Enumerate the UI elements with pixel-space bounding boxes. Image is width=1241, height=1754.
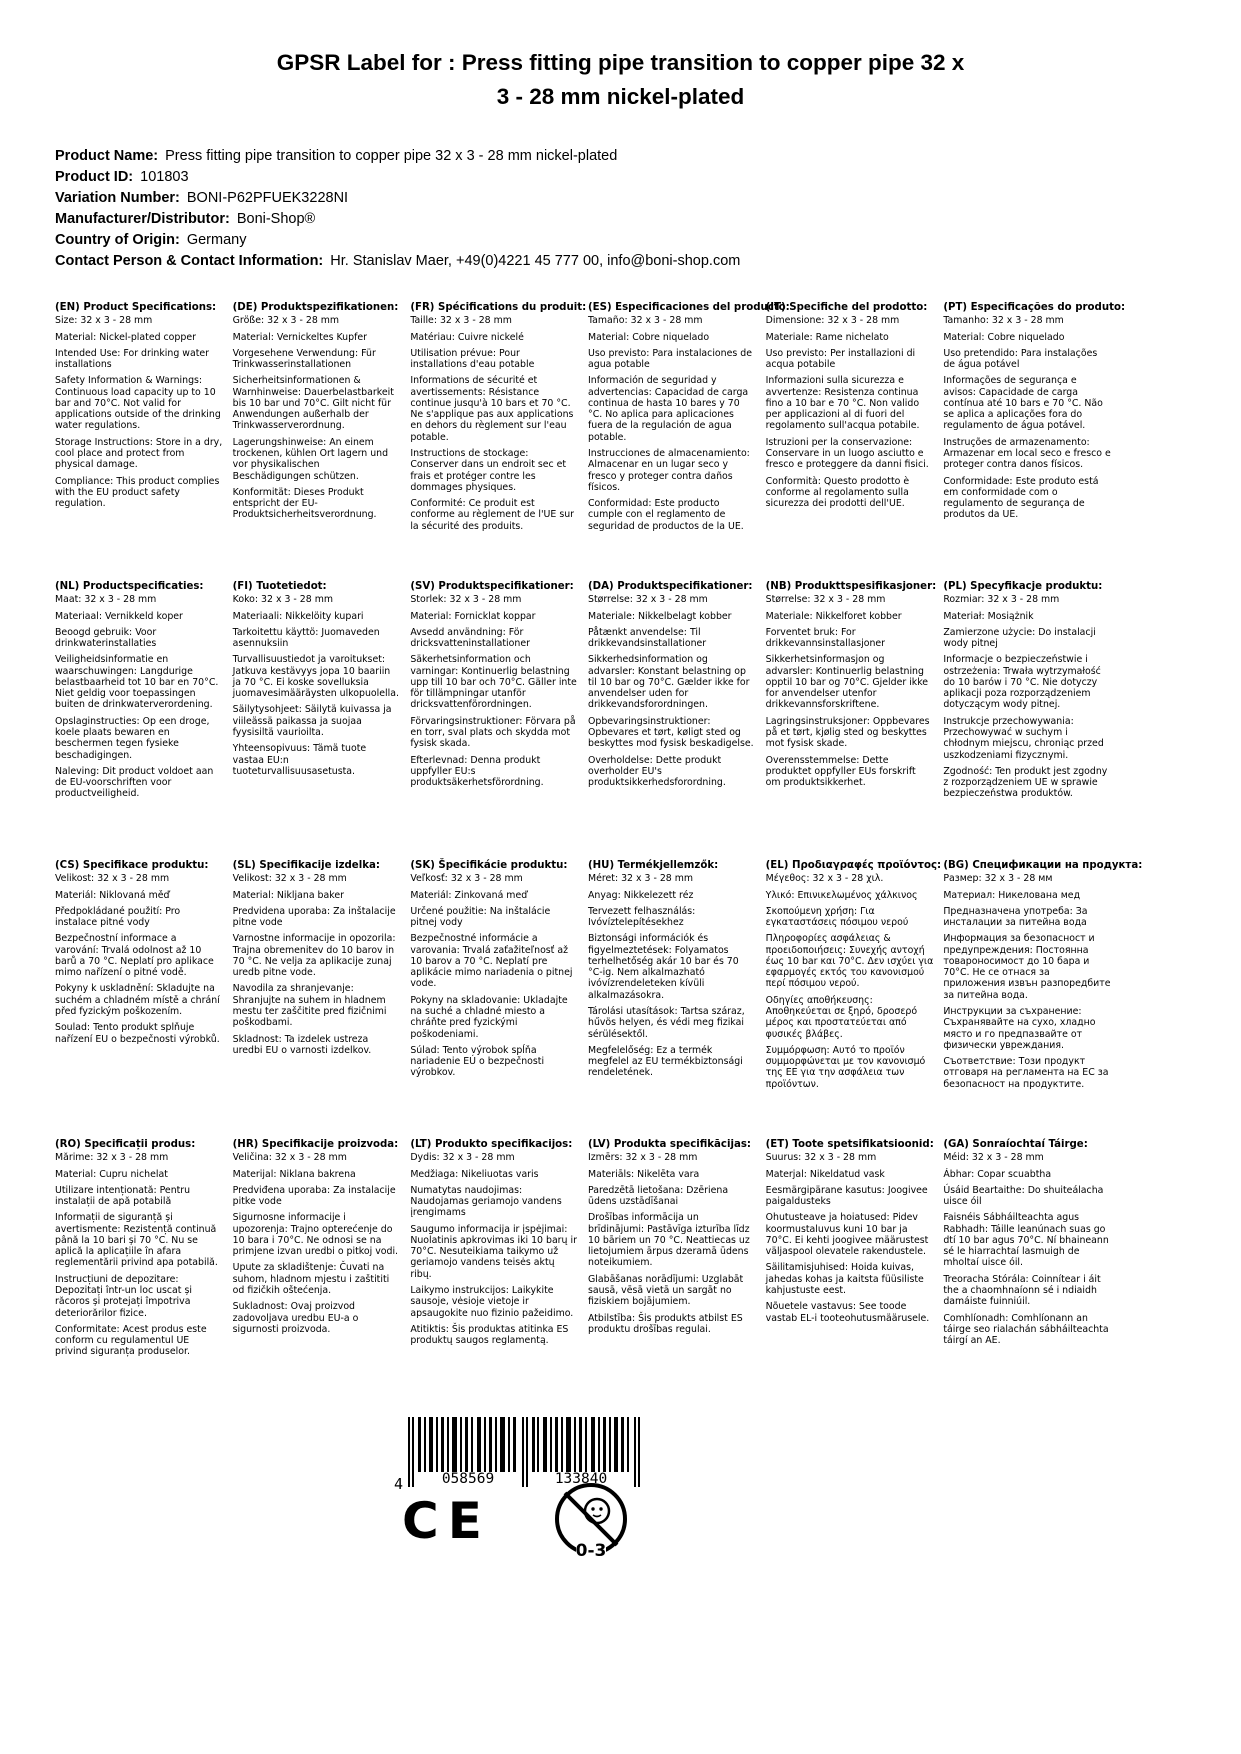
spec-paragraph: Safety Information & Warnings: Continuous load capacity up to 10 bar and 70°C. Not valid for applications outside of the drinking water regulations. xyxy=(55,375,221,432)
product-info-row xyxy=(55,188,1181,209)
spec-paragraph: Suurus: 32 x 3 - 28 mm xyxy=(765,1152,877,1164)
spec-block xyxy=(410,860,578,1139)
spec-paragraph: Conformitate: Acest produs este conform cu regulamentul UE privind siguranța produselor. xyxy=(55,1323,207,1358)
spec-paragraph: Megfelelőség: Ez a termék megfelel az EU termékbiztonsági rendeletének. xyxy=(588,1044,743,1079)
spec-paragraph: Veličina: 32 x 3 - 28 mm xyxy=(232,1152,347,1164)
product-info-row xyxy=(55,167,1181,188)
spec-paragraph: Säilitamisjuhised: Hoida kuivas, jahedas kohas ja kaitsta füüsiliste kahjustuste eest. xyxy=(765,1262,924,1297)
spec-block xyxy=(233,302,401,581)
age-warning-0-3-icon xyxy=(552,1476,630,1578)
spec-paragraph: Συμμόρφωση: Αυτό το προϊόν συμμορφώνεται με τον κανονισμό της ΕΕ για την ασφάλεια των προϊόντων. xyxy=(765,1044,926,1090)
spec-title: (NB) Produkttspesifikasjoner: xyxy=(765,581,937,592)
spec-items xyxy=(766,315,934,509)
spec-paragraph: Dimensione: 32 x 3 - 28 mm xyxy=(765,315,900,327)
spec-paragraph: Materiaali: Nikkelöity kupari xyxy=(232,610,364,622)
spec-paragraph: Predvidena uporaba: Za inštalacije pitne vode xyxy=(232,905,396,929)
spec-paragraph: Sikkerhedsinformation og advarsler: Konstant belastning op til 10 bar og 70°C. Gælder ikke for anvendelser uden for drikkevandsforordningen. xyxy=(588,654,750,711)
spec-paragraph: Съответствие: Този продукт отговаря на регламента на ЕС за безопасност на продуктите. xyxy=(943,1056,1109,1090)
spec-paragraph: Инструкции за съхранение: Съхранявайте на сухо, хладно място и го предпазвайте от физически увреждания. xyxy=(943,1006,1096,1051)
spec-paragraph: Úsáid Beartaithe: Do shuiteálacha uisce óil xyxy=(943,1184,1104,1208)
spec-paragraph: Förvaringsinstruktioner: Förvara på en torr, sval plats och skydda mot fysisk skada. xyxy=(410,715,576,750)
spec-paragraph: Tervezett felhasználás: Ivóvíztelepítésekhez xyxy=(588,905,696,929)
spec-title: (HU) Termékjellemzők: xyxy=(588,860,719,871)
spec-paragraph: Súlad: Tento výrobok spĺňa nariadenie EÚ o bezpečnosti výrobkov. xyxy=(410,1044,545,1079)
spec-paragraph: Ábhar: Copar scuabtha xyxy=(943,1168,1052,1180)
spec-items xyxy=(410,873,578,1079)
spec-grid xyxy=(55,302,1143,1418)
info-label: Product ID: xyxy=(55,169,134,186)
spec-block xyxy=(766,1139,934,1418)
spec-paragraph: Informazioni sulla sicurezza e avvertenze: Resistenza continua fino a 10 bar e 70 °C. Non valido per applicazioni al di fuori del regolamento sull'acqua potabile. xyxy=(765,375,920,432)
info-value: Boni-Shop® xyxy=(236,211,316,228)
spec-title: (DE) Produktspezifikationen: xyxy=(232,302,399,313)
spec-title: (EL) Προδιαγραφές προϊόντος: xyxy=(765,860,942,871)
info-value: BONI-P62PFUEK3228NI xyxy=(186,190,349,207)
spec-paragraph: Méret: 32 x 3 - 28 mm xyxy=(588,873,694,885)
spec-paragraph: Skladnost: Ta izdelek ustreza uredbi EU o varnosti izdelkov. xyxy=(232,1033,372,1056)
spec-paragraph: Istruzioni per la conservazione: Conservare in un luogo asciutto e fresco e proteggere da danni fisici. xyxy=(765,436,929,471)
spec-paragraph: Storage Instructions: Store in a dry, cool place and protect from physical damage. xyxy=(55,436,223,471)
spec-paragraph: Rozmiar: 32 x 3 - 28 mm xyxy=(943,594,1060,606)
spec-items xyxy=(588,594,756,788)
spec-paragraph: Yhteensopivuus: Tämä tuote vastaa EU:n tuoteturvallisuusasetusta. xyxy=(232,743,367,777)
spec-block xyxy=(943,860,1143,1139)
spec-items xyxy=(55,315,223,509)
spec-items xyxy=(766,594,934,788)
spec-paragraph: Lagringsinstruksjoner: Oppbevares på et tørt, kjølig sted og beskyttes mot fysisk skade. xyxy=(765,715,930,750)
spec-paragraph: Material: Cobre niquelado xyxy=(943,331,1065,343)
spec-paragraph: Dydis: 32 x 3 - 28 mm xyxy=(410,1152,515,1164)
spec-paragraph: Opslaginstructies: Op een droge, koele plaats bewaren en beschermen tegen fysieke beschadigingen. xyxy=(55,715,210,761)
info-value: 101803 xyxy=(140,169,189,186)
spec-paragraph: Material: Nikljana baker xyxy=(232,889,344,901)
spec-paragraph: Drošības informācija un brīdinājumi: Pastāvīga izturība līdz 10 bāriem un 70 °C. Neattiecas uz lietojumiem ārpus dzeramā ūdens noteikumiem. xyxy=(588,1212,750,1269)
spec-paragraph: Size: 32 x 3 - 28 mm xyxy=(55,315,153,327)
product-info-row xyxy=(55,230,1181,251)
spec-paragraph: Biztonsági információk és figyelmeztetések: Folyamatos terhelhetőség akár 10 bar és 70 °C-ig. Nem alkalmazható ivóvízrendeleteken kívüli alkalmazásokra. xyxy=(588,933,739,1001)
spec-paragraph: Tarkoitettu käyttö: Juomaveden asennuksiin xyxy=(232,626,380,650)
page-title xyxy=(121,46,1121,114)
spec-paragraph: Materiaal: Vernikkeld koper xyxy=(55,610,183,622)
spec-paragraph: Turvallisuustiedot ja varoitukset: Jatkuva kestävyys jopa 10 baariin ja 70 °C. Ei koske sovelluksia juomavesimääräysten ulkopuolella. xyxy=(232,654,399,700)
spec-items xyxy=(766,873,934,1090)
spec-title: (PT) Especificações do produto: xyxy=(943,302,1126,313)
spec-paragraph: Sigurnosne informacije i upozorenja: Trajno opterećenje do 10 bara i 70°C. Ne odnosi se na primjene izvan uredbi o pitkoj vodi. xyxy=(232,1212,399,1258)
spec-paragraph: Faisnéis Sábháilteachta agus Rabhadh: Táille leanúnach suas go dtí 10 bar agus 70°C. Ní bhaineann sé le hiarrachtaí lasmuigh de mholtaí uisce óil. xyxy=(943,1212,1109,1269)
spec-paragraph: Conformidade: Este produto está em conformidade com o regulamento de segurança de produtos da UE. xyxy=(943,475,1099,521)
spec-paragraph: Taille: 32 x 3 - 28 mm xyxy=(410,315,512,327)
spec-paragraph: Compliance: This product complies with the EU product safety regulation. xyxy=(55,475,220,510)
spec-paragraph: Tamanho: 32 x 3 - 28 mm xyxy=(943,315,1064,327)
spec-paragraph: Glabāšanas norādījumi: Uzglabāt sausā, vēsā vietā un sargāt no fiziskiem bojājumiem. xyxy=(588,1273,744,1308)
spec-paragraph: Størrelse: 32 x 3 - 28 mm xyxy=(588,594,708,606)
spec-paragraph: Méid: 32 x 3 - 28 mm xyxy=(943,1152,1044,1164)
spec-paragraph: Material: Cupru nichelat xyxy=(55,1168,168,1180)
spec-items xyxy=(55,594,223,800)
info-label: Variation Number: xyxy=(55,190,180,207)
spec-items xyxy=(55,1152,223,1358)
spec-paragraph: Maat: 32 x 3 - 28 mm xyxy=(55,594,157,606)
spec-paragraph: Velikost: 32 x 3 - 28 mm xyxy=(232,873,347,885)
spec-paragraph: Efterlevnad: Denna produkt uppfyller EU:s produktsäkerhetsförordning. xyxy=(410,754,544,789)
spec-paragraph: Conformità: Questo prodotto è conforme al regolamento sulla sicurezza dei prodotti dell'UE. xyxy=(765,475,910,510)
spec-paragraph: Naleving: Dit product voldoet aan de EU-voorschriften voor productveiligheid. xyxy=(55,765,214,800)
spec-items xyxy=(766,1152,934,1324)
spec-block xyxy=(233,581,401,860)
spec-paragraph: Laikymo instrukcijos: Laikykite sausoje, vėsioje vietoje ir apsaugokite nuo fizinio pažeidimo. xyxy=(410,1285,574,1319)
spec-title: (DA) Produktspecifikationer: xyxy=(588,581,753,592)
spec-title: (NL) Productspecificaties: xyxy=(55,581,204,592)
spec-paragraph: Πληροφορίες ασφάλειας & προειδοποιήσεις: Συνεχής αντοχή έως 10 bar και 70°C. Δεν ισχύει για εφαρμογές εκτός του κανονισμού περί πόσιμου νερού. xyxy=(765,933,934,990)
spec-paragraph: Materiál: Niklovaná měď xyxy=(55,889,170,901)
spec-block xyxy=(233,860,401,1139)
spec-paragraph: Sikkerhetsinformasjon og advarsler: Kontinuerlig belastning opptil 10 bar og 70°C. Gjelder ikke for anvendelser utenfor drikkevannsforskriftene. xyxy=(765,654,929,711)
spec-items xyxy=(588,873,756,1079)
spec-paragraph: Soulad: Tento produkt splňuje nařízení EU o bezpečnosti výrobků. xyxy=(55,1022,220,1045)
spec-title: (LT) Produkto specifikacijos: xyxy=(410,1139,573,1150)
spec-block xyxy=(55,302,223,581)
spec-paragraph: Σκοπούμενη χρήση: Για εγκαταστάσεις πόσιμου νερού xyxy=(765,905,909,929)
spec-paragraph: Anyag: Nikkelezett réz xyxy=(588,889,694,901)
spec-paragraph: Navodila za shranjevanje: Shranjujte na suhem in hladnem mestu ter zaščitite pred fizičnimi poškodbami. xyxy=(232,983,387,1029)
spec-paragraph: Informações de segurança e avisos: Capacidade de carga contínua até 10 bars e 70 °C. Não se aplica a aplicações fora do regulamento de água potável. xyxy=(943,375,1103,432)
spec-block xyxy=(588,581,756,860)
spec-paragraph: Eesmärgipärane kasutus: Joogivee paigaldusteks xyxy=(765,1184,928,1208)
spec-paragraph: Material: Cobre niquelado xyxy=(588,331,710,343)
spec-block xyxy=(588,860,756,1139)
spec-paragraph: Pokyny na skladovanie: Ukladajte na suché a chladné miesto a chráňte pred fyzickými poškodeniami. xyxy=(410,994,568,1040)
spec-paragraph: Overensstemmelse: Dette produktet oppfyller EUs forskrift om produktsikkerhet. xyxy=(765,754,916,789)
spec-items xyxy=(55,873,223,1045)
product-info-row xyxy=(55,251,1181,272)
spec-paragraph: Materiale: Nikkelforet kobber xyxy=(765,610,902,622)
spec-paragraph: Sicherheitsinformationen & Warnhinweise: Dauerbelastbarkeit bis 10 bar und 70°C. Gilt nicht für Anwendungen außerhalb der Trinkwasserverordnung. xyxy=(232,375,394,432)
info-label: Country of Origin: xyxy=(55,232,180,249)
spec-paragraph: Opbevaringsinstruktioner: Opbevares et tørt, køligt sted og beskyttes mod fysisk beskadigelse. xyxy=(588,715,754,750)
spec-title: (GA) Sonraíochtaí Táirge: xyxy=(943,1139,1088,1150)
spec-title: (SK) Špecifikácie produktu: xyxy=(410,860,568,871)
spec-paragraph: Varnostne informacije in opozorila: Trajna obremenitev do 10 barov in 70 °C. Ne velja za aplikacije zunaj uredb pitne vode. xyxy=(232,933,396,979)
spec-items xyxy=(588,1152,756,1335)
spec-paragraph: Conformité: Ce produit est conforme au règlement de l'UE sur la sécurité des produits. xyxy=(410,498,574,532)
spec-paragraph: Určené použitie: Na inštalácie pitnej vody xyxy=(410,905,551,929)
spec-paragraph: Konformität: Dieses Produkt entspricht der EU-Produktsicherheitsverordnung. xyxy=(232,486,377,521)
spec-paragraph: Uso previsto: Per installazioni di acqua potabile xyxy=(765,347,916,371)
spec-paragraph: Materiale: Nikkelbelagt kobber xyxy=(588,610,732,622)
spec-items xyxy=(233,315,401,521)
spec-paragraph: Conformidad: Este producto cumple con el reglamento de seguridad de productos de la UE. xyxy=(588,498,744,532)
spec-block xyxy=(766,302,934,581)
spec-items xyxy=(410,1152,578,1346)
spec-paragraph: Uso pretendido: Para instalações de água potável xyxy=(943,347,1098,371)
spec-block xyxy=(943,1139,1111,1418)
spec-items xyxy=(233,1152,401,1335)
spec-paragraph: Numatytas naudojimas: Naudojamas geriamojo vandens įrengimams xyxy=(410,1184,562,1219)
spec-title: (LV) Produkta specifikācijas: xyxy=(588,1139,751,1150)
spec-paragraph: Zgodność: Ten produkt jest zgodny z rozporządzeniem UE w sprawie bezpieczeństwa produktów. xyxy=(943,765,1108,800)
spec-title: (FR) Spécifications du produit: xyxy=(410,302,587,313)
spec-paragraph: Nõuetele vastavus: See toode vastab EL-i tooteohutusmäärusele. xyxy=(765,1301,930,1324)
spec-paragraph: Material: Nickel-plated copper xyxy=(55,331,196,343)
info-value: Hr. Stanislav Maer, +49(0)4221 45 777 00, info@boni-shop.com xyxy=(330,253,741,270)
spec-paragraph: Informacje o bezpieczeństwie i ostrzeżenia: Trwała wytrzymałość do 10 barów i 70 °C. Nie dotyczy aplikacji poza rozporządzeniem dotyczącym wody pitnej. xyxy=(943,654,1101,711)
spec-block xyxy=(588,302,790,581)
page-title-line: GPSR Label for : Press fitting pipe transition to copper pipe 32 x xyxy=(276,50,965,75)
spec-paragraph: Storlek: 32 x 3 - 28 mm xyxy=(410,594,522,606)
spec-paragraph: Upute za skladištenje: Čuvati na suhom, hladnom mjestu i zaštititi od fizičkih oštećenja. xyxy=(232,1262,390,1297)
spec-paragraph: Zamierzone użycie: Do instalacji wody pitnej xyxy=(943,626,1096,650)
spec-block xyxy=(55,1139,223,1418)
spec-paragraph: Información de seguridad y advertencias: Capacidad de carga continua de hasta 10 bares y 70 °C. No aplica para aplicaciones fuera de la regulación de agua potable. xyxy=(588,375,749,443)
spec-title: (BG) Спецификации на продукта: xyxy=(943,860,1143,871)
spec-block xyxy=(943,581,1111,860)
spec-items xyxy=(943,1152,1111,1346)
spec-paragraph: Størrelse: 32 x 3 - 28 mm xyxy=(765,594,886,606)
spec-block xyxy=(943,302,1126,581)
spec-paragraph: Material: Vernickeltes Kupfer xyxy=(232,331,367,343)
info-label: Product Name: xyxy=(55,148,159,164)
spec-title: (RO) Specificații produs: xyxy=(55,1139,196,1150)
spec-block xyxy=(55,860,223,1139)
spec-items xyxy=(588,315,756,532)
spec-paragraph: Overholdelse: Dette produkt overholder EU's produktsikkerhedsforordning. xyxy=(588,754,726,789)
age-warning-svg xyxy=(552,1476,630,1574)
spec-paragraph: Materiál: Zinkovaná meď xyxy=(410,889,528,901)
spec-paragraph: Predviđena uporaba: Za instalacije pitke vode xyxy=(232,1184,396,1208)
spec-paragraph: Uso previsto: Para instalaciones de agua potable xyxy=(588,347,752,371)
spec-items xyxy=(233,594,401,777)
spec-block xyxy=(410,302,587,581)
product-info-row xyxy=(55,209,1181,230)
info-label: Contact Person & Contact Information: xyxy=(55,253,324,270)
spec-block xyxy=(410,581,578,860)
spec-paragraph: Информация за безопасност и предупреждения: Постоянна товароносимост до 10 бара и 70°C. Не се отнася за приложения извън разпоредбите за питейна вода. xyxy=(943,933,1111,1001)
spec-paragraph: Materiāls: Nikelēta vara xyxy=(588,1168,700,1180)
spec-paragraph: Размер: 32 x 3 - 28 мм xyxy=(943,873,1053,885)
spec-block xyxy=(233,1139,401,1418)
spec-paragraph: Ohutusteave ja hoiatused: Pidev koormustaluvus kuni 10 bar ja 70°C. Ei kehti joogivee määrustest väljaspool olevatele rakendustele. xyxy=(765,1212,929,1258)
spec-items xyxy=(410,594,578,788)
spec-title: (IT) Specifiche del prodotto: xyxy=(765,302,928,313)
spec-items xyxy=(943,873,1111,1090)
spec-title: (HR) Specifikacije proizvoda: xyxy=(232,1139,399,1150)
spec-paragraph: Velikost: 32 x 3 - 28 mm xyxy=(55,873,170,885)
spec-paragraph: Материал: Никелована мед xyxy=(943,889,1081,901)
spec-title: (ET) Toote spetsifikatsioonid: xyxy=(765,1139,934,1150)
spec-paragraph: Säilytysohjeet: Säilytä kuivassa ja viileässä paikassa ja suojaa fyysisiltä vaurioilta. xyxy=(232,704,392,739)
spec-block xyxy=(765,860,942,1139)
spec-paragraph: Paredzētā lietošana: Dzēriena ūdens uzstādīšanai xyxy=(588,1184,729,1208)
spec-paragraph: Informații de siguranță și avertismente: Rezistență continuă până la 10 bari și 70 °C. Nu se aplică la aplicațiile în afara reglementării privind apa potabilă. xyxy=(55,1212,218,1269)
spec-paragraph: Instrucțiuni de depozitare: Depozitați într-un loc uscat și răcoros și protejați împotriva deteriorărilor fizice. xyxy=(55,1273,192,1319)
product-info xyxy=(55,146,1181,272)
spec-title: (CS) Specifikace produktu: xyxy=(55,860,209,871)
spec-paragraph: Atbilstība: Šis produkts atbilst ES produktu drošības regulai. xyxy=(588,1312,743,1335)
spec-paragraph: Saugumo informacija ir įspėjimai: Nuolatinis apkrovimas iki 10 barų ir 70°C. Nesuteikiama taikymo už geriamojo vandens teisės aktų ribų. xyxy=(410,1223,577,1280)
spec-paragraph: Υλικό: Επινικελωμένος χάλκινος xyxy=(765,889,918,901)
spec-paragraph: Instructions de stockage: Conserver dans un endroit sec et frais et protéger contre les dommages physiques. xyxy=(410,448,567,493)
spec-paragraph: Veiligheidsinformatie en waarschuwingen: Langdurige belastbaarheid tot 10 bar en 70°C. Niet geldig voor toepassingen buiten de drinkwaterverordening. xyxy=(55,654,219,711)
spec-paragraph: Mărime: 32 x 3 - 28 mm xyxy=(55,1152,169,1164)
spec-paragraph: Pokyny k uskladnění: Skladujte na suchém a chladném místě a chrání před fyzickým poškozením. xyxy=(55,983,220,1018)
spec-items xyxy=(943,594,1111,800)
spec-paragraph: Materiał: Mosiążnik xyxy=(943,610,1034,622)
spec-paragraph: Tamaño: 32 x 3 - 28 mm xyxy=(588,315,703,327)
spec-paragraph: Instruções de armazenamento: Armazenar em local seco e fresco e proteger contra danos físicos. xyxy=(943,436,1111,471)
spec-paragraph: Sukladnost: Ovaj proizvod zadovoljava uredbu EU-a o sigurnosti proizvoda. xyxy=(232,1301,359,1335)
spec-paragraph: Materijal: Niklana bakrena xyxy=(232,1168,356,1180)
spec-items xyxy=(233,873,401,1056)
spec-block xyxy=(765,581,937,860)
spec-paragraph: Forventet bruk: For drikkevannsinstallasjoner xyxy=(765,626,886,650)
spec-title: (SV) Produktspecifikationer: xyxy=(410,581,574,592)
spec-paragraph: Instrukcje przechowywania: Przechowywać w suchym i chłodnym miejscu, chroniąc przed uszkodzeniami fizycznymi. xyxy=(943,715,1104,761)
spec-paragraph: Material: Fornicklat koppar xyxy=(410,610,536,622)
spec-paragraph: Μέγεθος: 32 x 3 - 28 χιλ. xyxy=(765,873,884,885)
spec-paragraph: Οδηγίες αποθήκευσης: Αποθηκεύεται σε ξηρό, δροσερό μέρος και προστατεύεται από φυσικές βλάβες. xyxy=(765,994,918,1040)
barcode-left-digit: 4 xyxy=(394,1475,404,1493)
info-value: Germany xyxy=(186,232,247,249)
spec-title: (PL) Specyfikacje produktu: xyxy=(943,581,1103,592)
info-label: Manufacturer/Distributor: xyxy=(55,211,230,228)
spec-title: (ES) Especificaciones del producto: xyxy=(588,302,790,313)
spec-block xyxy=(588,1139,756,1418)
spec-paragraph: Utilizare intenționată: Pentru instalații de apă potabilă xyxy=(55,1184,191,1208)
spec-paragraph: Påtænkt anvendelse: Til drikkevandsinstallationer xyxy=(588,626,707,650)
spec-paragraph: Vorgesehene Verwendung: Für Trinkwasserinstallationen xyxy=(232,347,376,371)
spec-title: (SL) Specifikacije izdelka: xyxy=(232,860,380,871)
spec-title: (EN) Product Specifications: xyxy=(55,302,217,313)
spec-paragraph: Предназначена употреба: За инсталации за питейна вода xyxy=(943,905,1088,929)
spec-items xyxy=(410,315,578,532)
spec-paragraph: Materiale: Rame nichelato xyxy=(765,331,889,343)
barcode-digits-left: 058569 xyxy=(441,1471,495,1487)
ce-mark: CE xyxy=(402,1492,491,1550)
spec-paragraph: Veľkosť: 32 x 3 - 28 mm xyxy=(410,873,523,885)
spec-paragraph: Izmērs: 32 x 3 - 28 mm xyxy=(588,1152,698,1164)
spec-paragraph: Treoracha Stórála: Coinnítear i áit the a chaomhnaíonn sé i ndiaidh damáiste fuinniúil. xyxy=(943,1273,1101,1308)
barcode-digits-right: 133840 xyxy=(554,1471,608,1487)
spec-paragraph: Koko: 32 x 3 - 28 mm xyxy=(232,594,333,606)
spec-items xyxy=(943,315,1111,521)
spec-paragraph: Avsedd användning: För dricksvatteninstallationer xyxy=(410,626,530,650)
spec-paragraph: Matériau: Cuivre nickelé xyxy=(410,331,524,343)
spec-paragraph: Comhlíonadh: Comhlíonann an táirge seo rialachán sábháilteachta táirgí an AE. xyxy=(943,1312,1109,1347)
spec-paragraph: Předpokládané použití: Pro instalace pitné vody xyxy=(55,905,181,929)
spec-paragraph: Bezpečnostní informace a varování: Trvalá odolnost až 10 barů a 70 °C. Neplatí pro aplikace mimo nařízení o pitné vodě. xyxy=(55,933,214,979)
spec-paragraph: Beoogd gebruik: Voor drinkwaterinstallaties xyxy=(55,626,157,650)
spec-block xyxy=(55,581,223,860)
product-info-row xyxy=(55,146,1181,167)
page-title-line: 3 - 28 mm nickel-plated xyxy=(496,83,745,109)
spec-paragraph: Lagerungshinweise: An einem trockenen, kühlen Ort lagern und vor physikalischen Beschädigungen schützen. xyxy=(232,436,389,482)
spec-paragraph: Tárolási utasítások: Tartsa száraz, hűvös helyen, és védi meg fizikai sérülésektől. xyxy=(588,1006,745,1040)
spec-block xyxy=(410,1139,578,1418)
spec-paragraph: Utilisation prévue: Pour installations d'eau potable xyxy=(410,347,535,371)
spec-paragraph: Medžiaga: Nikeliuotas varis xyxy=(410,1168,539,1180)
spec-title: (FI) Tuotetiedot: xyxy=(232,581,327,592)
spec-paragraph: Informations de sécurité et avertissements: Résistance continue jusqu'à 10 bars et 70 °C. Ne s'applique pas aux applications en dehors du règlement sur l'eau potable. xyxy=(410,375,574,443)
spec-paragraph: Größe: 32 x 3 - 28 mm xyxy=(232,315,340,327)
age-warning-label: 0-3 xyxy=(575,1541,607,1561)
spec-paragraph: Bezpečnostné informácie a varovania: Trvalá zaťažiteľnosť až 10 barov a 70 °C. Neplatí pre aplikácie mimo nariadenia o pitnej vode. xyxy=(410,933,573,990)
spec-paragraph: Säkerhetsinformation och varningar: Kontinuerlig belastning upp till 10 bar och 70°C. Gäller inte för tillämpningar utanför dricksvattenförordningen. xyxy=(410,654,577,711)
spec-paragraph: Instrucciones de almacenamiento: Almacenar en un lugar seco y fresco y proteger contra daños físicos. xyxy=(588,448,750,493)
spec-paragraph: Intended Use: For drinking water installations xyxy=(55,347,209,371)
info-value: Press fitting pipe transition to copper pipe 32 x 3 - 28 mm nickel-plated xyxy=(165,148,618,164)
spec-paragraph: Materjal: Nikeldatud vask xyxy=(765,1168,885,1180)
spec-paragraph: Atitiktis: Šis produktas atitinka ES produktų saugos reglamentą. xyxy=(410,1323,569,1347)
